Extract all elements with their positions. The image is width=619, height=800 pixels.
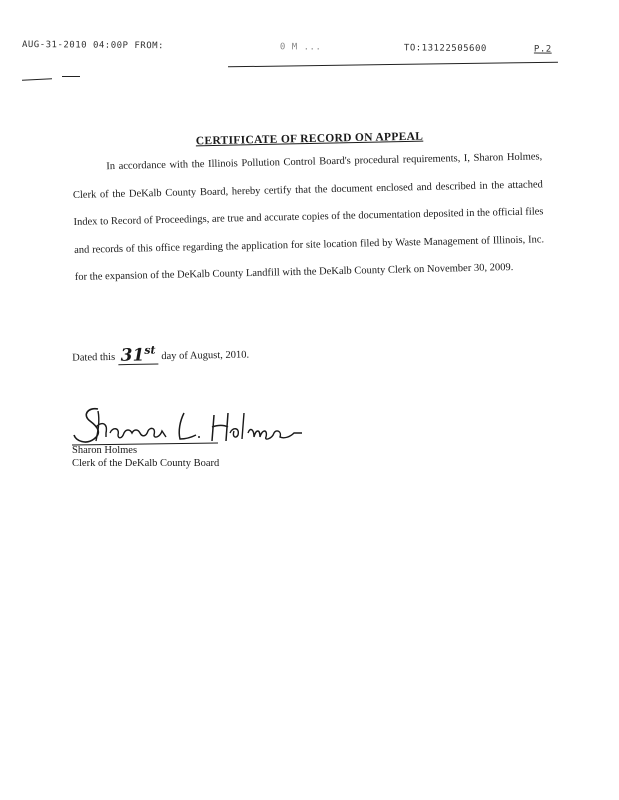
fax-divider-line-left-2 [62,76,80,77]
signer-block [72,444,219,470]
fax-page-number: P.2 [533,44,552,55]
dated-suffix: day of August, 2010. [161,349,250,363]
fax-recipient-number: TO:13122505600 [403,43,487,55]
fax-sender-line: AUG-31-2010 04:00P FROM: [21,40,165,52]
signer-name: Sharon Holmes [72,445,138,456]
handwritten-day [117,342,158,364]
fax-divider-line-left [22,78,52,81]
dated-prefix: Dated this [72,351,116,364]
fax-header [22,40,562,61]
handwritten-day-suffix: st [144,343,156,357]
handwritten-day-number: 31 [120,345,145,366]
document-title: CERTIFICATE OF RECORD ON APPEAL [195,130,424,148]
fax-mid-text: 0 M ... [279,42,322,53]
dated-line [72,341,249,366]
fax-divider-line [228,62,558,68]
signer-title: Clerk of the DeKalb County Board [72,458,220,469]
certificate-body: In accordance with the Illinois Pollution Control Board's procedural requirements, I, Sharon Holmes, Clerk of the DeKalb County Board, hereby certify that the document enclosed and described in the attached Index to Record of Proceedings, are true and accurate copies of the documentation deposited in the official files and records of this office regarding the application for site location filed by Waste Management of Illinois, Inc. for the expansion of the DeKalb County Landfill with the DeKalb County Clerk on November 30, 2009. [72,151,545,283]
